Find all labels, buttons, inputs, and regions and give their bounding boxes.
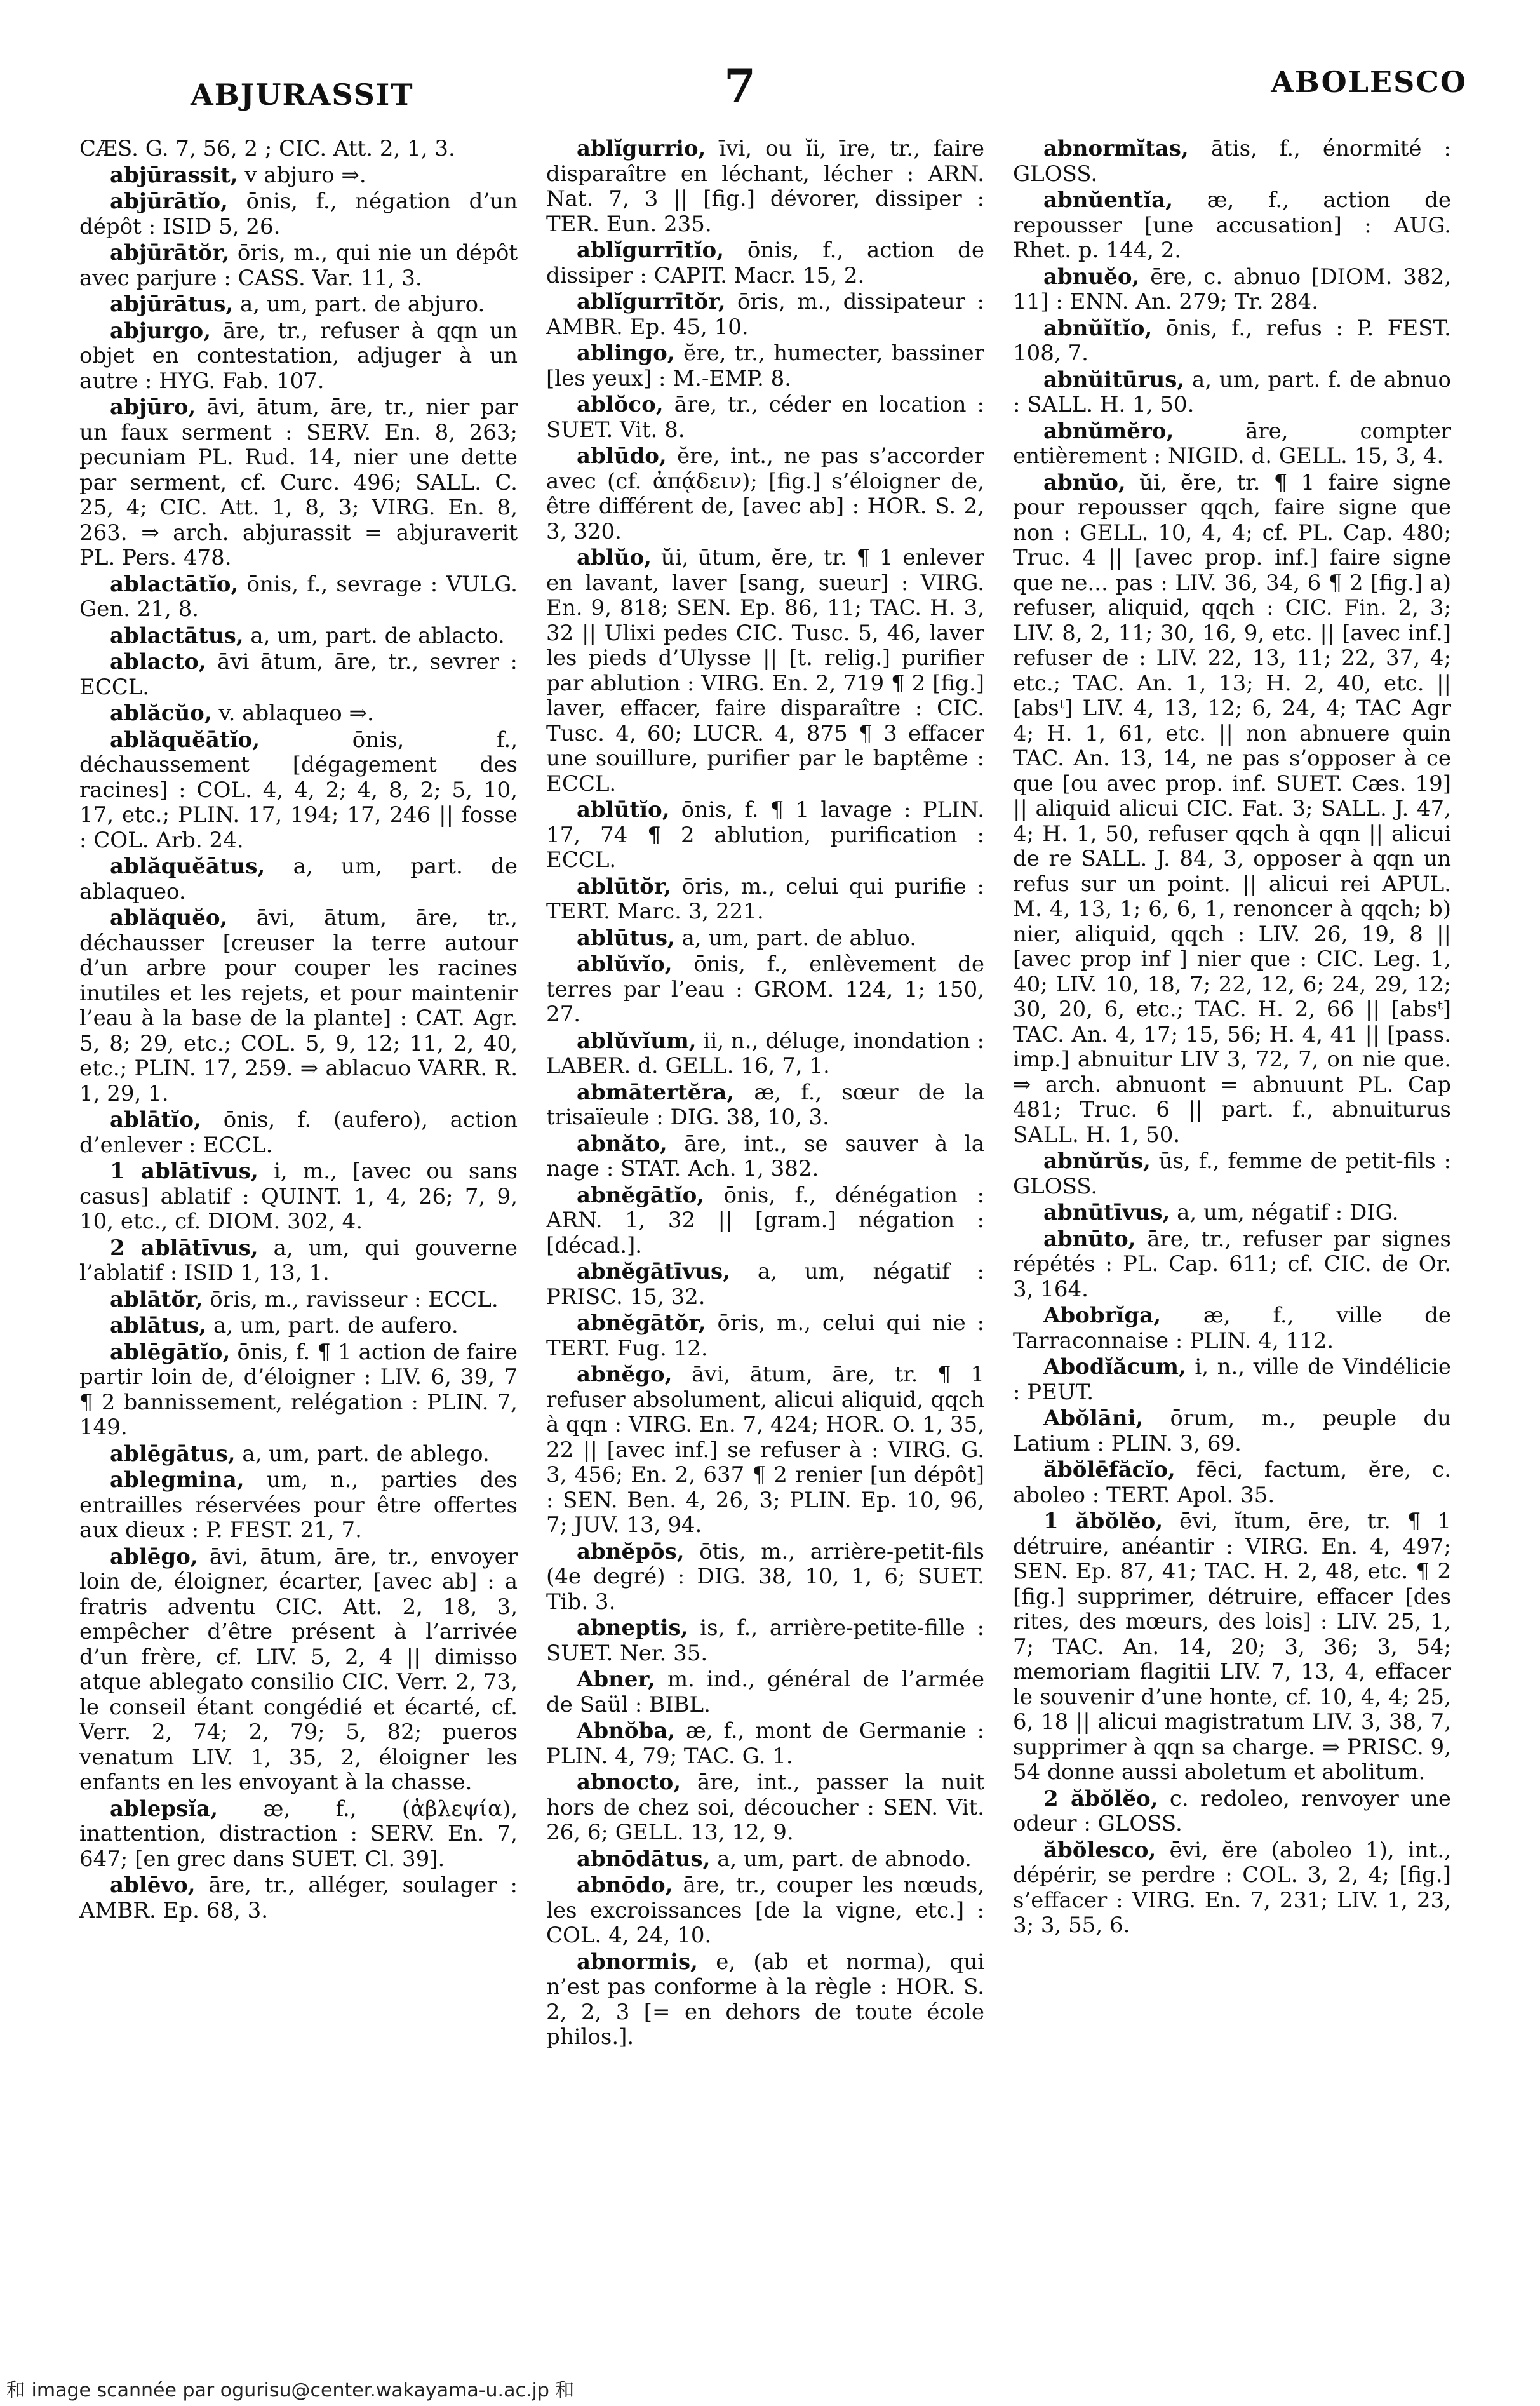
dictionary-entry (79, 1340, 518, 1441)
dictionary-entry (79, 572, 518, 622)
dictionary-entry (79, 728, 518, 854)
entry-text: āvi, ātum, āre, tr., envoyer loin de, éloigner, écarter, [avec ab] : a fratris adventu CIC. Att. 2, 18, 3, empêcher d’être présent à l’arrivée d’un frère, cf. LIV. 5, 2, 4 || dimisso atque ablegato consilio CIC. Verr. 2, 73, le conseil étant congédié et écarté, cf. Verr. 2, 74; 2, 79; 5, 82; pueros venatum LIV. 1, 35, 2, éloigner les enfants en les envoyant à la chasse. (79, 1543, 518, 1795)
entry-text: e, (ab et norma), qui n’est pas conforme à la règle : HOR. S. 2, 2, 3 [= en dehors de toute école philos.]. (546, 1949, 984, 2050)
headword: ablŭvĭum, (577, 1028, 697, 1054)
headword: abnōdo, (577, 1872, 673, 1898)
entry-text: āre, int., passer la nuit hors de chez soi, découcher : SEN. Vit. 26, 6; GELL. 13, 12, 9. (546, 1770, 984, 1845)
entry-text: ŭi, ūtum, ĕre, tr. ¶ 1 enlever en lavant, laver [sang, sueur] : VIRG. En. 9, 818; SEN. Ep. 86, 11; TAC. H. 3, 32 || Ulixi pedes CIC. Tusc. 5, 46, laver les pieds d’Ulysse || [t. relig.] purifier par ablution : VIRG. En. 2, 719 ¶ 2 [fig.] laver, effacer, faire disparaître : CIC. Tusc. 4, 60; LUCR. 4, 875 ¶ 3 effacer une souillure, purifier par le baptême : ECCL. (546, 545, 984, 796)
entry-text: a, um, part. de ablego. (242, 1441, 490, 1467)
dictionary-entry (79, 1797, 518, 1872)
dictionary-entry (79, 163, 518, 189)
headword: ablĭgurrio, (577, 137, 706, 161)
entry-text: āvi ātum, āre, tr., sevrer : ECCL. (79, 649, 518, 700)
headword: ablăquĕo, (110, 905, 228, 931)
entry-text: ēvi, ĭtum, ēre, tr. ¶ 1 détruire, anéantir : VIRG. En. 4, 497; SEN. Ep. 87, 41; TAC. H. 2, 48, etc. ¶ 2 [fig.] supprimer, détruire, effacer [des rites, des mœurs, des lois] : LIV. 25, 1, 7; TAC. An. 14, 20; 3, 36; 3, 54; memoriam flagitii LIV. 7, 13, 4, effacer le souvenir d’une honte, cf. 10, 4, 4; 25, 6, 18 || alicui magistratum LIV. 3, 38, 7, supprimer à qqn sa charge. ⇒ PRISC. 9, 54 donne aussi aboletum et abolitum. (1013, 1509, 1451, 1785)
entry-text: v. ablaqueo ⇒. (218, 701, 374, 726)
entry-text: æ, f., action de repousser [une accusation] : AUG. Rhet. p. 144, 2. (1013, 187, 1451, 263)
entry-text: CÆS. G. 7, 56, 2 ; CIC. Att. 2, 1, 3. (79, 137, 455, 161)
entry-text: ii, n., déluge, inondation : LABER. d. GELL. 16, 7, 1. (546, 1028, 984, 1079)
headword: Abnŏba, (577, 1718, 676, 1744)
headword: abnĕgātŏr, (577, 1310, 706, 1336)
headword: abnĕpōs, (577, 1538, 685, 1564)
entry-text: āre, compter entièrement : NIGID. d. GELL. 15, 3, 4. (1013, 418, 1451, 469)
entry-text: æ, f., sœur de la trisaïeule : DIG. 38, 10, 3. (546, 1079, 984, 1130)
entry-text: ōnis, f., négation d’un dépôt : ISID 5, 26. (79, 189, 518, 239)
headword: ablacto, (110, 649, 206, 675)
entry-text: ĕre, int., ne pas s’accorder avec (cf. ἀπᾴδειν); [fig.] s’éloigner de, être différent de, [avec ab] : HOR. S. 2, 3, 320. (546, 443, 984, 544)
headword: 2 ăbŏlĕo, (1043, 1785, 1158, 1811)
headword: ablūtŏr, (577, 873, 672, 899)
headword: abnŭmĕro, (1043, 418, 1174, 444)
headword: abnŭitūrus, (1043, 366, 1185, 393)
dictionary-entry (1013, 265, 1451, 315)
headword: abnūto, (1043, 1226, 1136, 1252)
dictionary-entry (1013, 1406, 1451, 1456)
dictionary-entry (79, 906, 518, 1106)
entry-text: ōris, m., dissipateur : AMBR. Ep. 45, 10. (546, 289, 984, 340)
entry-text: ōnis, f., sevrage : VULG. Gen. 21, 8. (79, 571, 518, 622)
entry-text: c. redoleo, renvoyer une odeur : GLOSS. (1013, 1785, 1451, 1836)
headword: Abŏlāni, (1043, 1406, 1144, 1431)
running-head-right: ABOLESCO (1271, 65, 1467, 99)
entry-text: ūs, f., femme de petit-fils : GLOSS. (1013, 1148, 1451, 1199)
page-number: 7 (724, 58, 756, 112)
headword: abjūrātĭo, (110, 189, 228, 214)
headword: ablūdo, (577, 443, 667, 469)
headword: abnŭo, (1043, 469, 1126, 495)
entry-text: um, n., parties des entrailles réservées pour être offertes aux dieux : P. FEST. 21, 7. (79, 1467, 518, 1543)
dictionary-entry (79, 1159, 518, 1235)
headword: ablactātĭo, (110, 571, 239, 597)
dictionary-entry (546, 1080, 984, 1131)
entry-text: ātis, f., énormité : GLOSS. (1013, 137, 1451, 187)
dictionary-entry (546, 952, 984, 1028)
dictionary-entry (1013, 1458, 1451, 1508)
entry-text: ōris, m., celui qui purifie : TERT. Marc. 3, 221. (546, 873, 984, 924)
dictionary-entry (546, 1183, 984, 1259)
dictionary-entry (79, 241, 518, 291)
column-1 (79, 137, 518, 2302)
dictionary-entry (546, 444, 984, 544)
headword: ablŭvĭo, (577, 951, 673, 977)
headword: abnĕgo, (577, 1362, 673, 1387)
dictionary-entry (546, 1260, 984, 1310)
entry-text: āvi, ātum, āre, tr., nier par un faux serment : SERV. En. 8, 263; pecuniam PL. Rud. 14, nier une dette par serment, cf. Curc. 496; SALL. C. 25, 4; CIC. Att. 1, 8, 3; VIRG. En. 8, 263. ⇒ arch. abjurassit = abjuraverit PL. Pers. 478. (79, 394, 518, 570)
entry-text: ōnis, f. (aufero), action d’enlever : ECCL. (79, 1107, 518, 1158)
dictionary-entry (546, 290, 984, 340)
entry-text: æ, f., ville de Tarraconnaise : PLIN. 4, 112. (1013, 1303, 1451, 1354)
dictionary-entry (546, 875, 984, 925)
headword: ablactātus, (110, 622, 244, 649)
entry-text: āvi, ātum, āre, tr. ¶ 1 refuser absolument, alicui aliquid, qqch à qqn : VIRG. En. 7, 424; HOR. O. 1, 35, 22 || [avec inf.] se refuser à : VIRG. G. 3, 456; En. 2, 637 ¶ 2 renier [un dépôt] : SEN. Ben. 4, 26, 3; PLIN. Ep. 10, 96, 7; JUV. 13, 94. (546, 1362, 984, 1538)
entry-text: ōris, m., celui qui nie : TERT. Fug. 12. (546, 1310, 984, 1361)
headword: ablēgo, (110, 1543, 198, 1569)
entry-text: ōnis, f., enlèvement de terres par l’eau : GROM. 124, 1; 150, 27. (546, 951, 984, 1027)
headword: abnocto, (577, 1770, 681, 1795)
headword: ablŏco, (577, 392, 664, 417)
dictionary-entry (1013, 316, 1451, 366)
entry-text: a, um, négatif : DIG. (1177, 1200, 1399, 1225)
dictionary-entry (1013, 1838, 1451, 1939)
headword: abmātertĕra, (577, 1079, 735, 1105)
dictionary-entry (1013, 137, 1451, 187)
column-2 (546, 137, 984, 2302)
dictionary-entry (79, 292, 518, 318)
entry-text: ōnis, f., dénégation : ARN. 1, 32 || [gram.] négation : [décad.]. (546, 1182, 984, 1258)
page-header (83, 58, 1467, 116)
headword: abnuĕo, (1043, 264, 1140, 290)
headword: abjūrassit, (110, 162, 238, 188)
dictionary-entry (1013, 188, 1451, 264)
dictionary-entry (79, 319, 518, 394)
dictionary-entry (546, 1616, 984, 1666)
entry-text: āre, int., se sauver à la nage : STAT. Ach. 1, 382. (546, 1131, 984, 1181)
dictionary-entry (79, 137, 518, 162)
headword: ablūtus, (577, 925, 675, 951)
dictionary-entry (546, 1847, 984, 1872)
headword: ablātĭo, (110, 1107, 201, 1132)
dictionary-entry (546, 1873, 984, 1949)
entry-text: a, um, part. de abnodo. (717, 1846, 972, 1872)
dictionary-entry (79, 1314, 518, 1339)
dictionary-entry (79, 854, 518, 904)
headword: ablātus, (110, 1313, 207, 1338)
dictionary-entry (546, 1132, 984, 1182)
entry-text: ōrum, m., peuple du Latium : PLIN. 3, 69. (1013, 1406, 1451, 1456)
dictionary-entry (546, 341, 984, 391)
dictionary-entry (79, 701, 518, 727)
entry-text: ōtis, m., arrière-petit-fils (4e degré) : DIG. 38, 10, 1, 6; SUET. Tib. 3. (546, 1538, 984, 1615)
headword: ablēgātĭo, (110, 1339, 231, 1365)
headword: 1 ăbŏlĕo, (1043, 1509, 1163, 1534)
headword: abnŭrŭs, (1043, 1148, 1151, 1174)
entry-text: ŭi, ĕre, tr. ¶ 1 faire signe pour repousser qqch, faire signe que non : GELL. 10, 4, 4; cf. PL. Cap. 480; Truc. 4 || [avec prop. inf.] faire signe que ne... pas : LIV. 36, 34, 6 ¶ 2 [fig.] a) refuser, aliquid, qqch : CIC. Fin. 2, 3; LIV. 8, 2, 11; 30, 16, 9, etc. || [avec inf.] refuser de : LIV. 22, 13, 11; 22, 37, 4; etc.; TAC. An. 1, 13; H. 2, 40, etc. || [absᵗ] LIV. 4, 13, 12; 6, 24, 4; TAC Agr 4; H. 1, 61, etc. || non abnuere quin TAC. An. 13, 14, ne pas s’opposer à ce que [ou avec prop. inf. SUET. Cæs. 19] || aliquid alicui CIC. Fat. 3; SALL. J. 47, 4; H. 1, 50, refuser qqch à qqn || alicui de re SALL. J. 84, 3, opposer à qqn un refus sur un point. || alicui rei APUL. M. 4, 13, 1; 6, 6, 1, renoncer à qqch; b) nier, aliquid, qqch : LIV. 26, 19, 8 || [avec prop inf ] nier que : CIC. Leg. 1, 40; LIV. 10, 18, 7; 22, 12, 6; 24, 29, 12; 30, 20, 6, etc.; TAC. H. 2, 66 || [absᵗ] TAC. An. 4, 17; 15, 56; H. 4, 41 || [pass. imp.] abnuitur LIV 3, 72, 7, on nie que. ⇒ arch. abnuont = abnuunt PL. Cap 481; Truc. 6 || part. f., abnuiturus SALL. H. 1, 50. (1013, 469, 1451, 1148)
entry-text: fēci, factum, ĕre, c. aboleo : TERT. Apol. 35. (1013, 1457, 1451, 1508)
headword: ablēvo, (110, 1872, 196, 1898)
headword: abnĕgātĭo, (577, 1182, 705, 1208)
entry-text: a, um, part. de ablaqueo. (79, 854, 518, 904)
headword: ablepsĭa, (110, 1796, 218, 1822)
entry-text: āre, tr., alléger, soulager : AMBR. Ep. 68, 3. (79, 1872, 518, 1923)
dictionary-entry (546, 926, 984, 951)
dictionary-entry (79, 1442, 518, 1467)
headword: Abodĭăcum, (1043, 1354, 1186, 1380)
entry-text: æ, f., (ἀβλεψία), inattention, distraction : SERV. En. 7, 647; [en grec dans SUET. Cl. 39]. (79, 1796, 518, 1872)
dictionary-entry (546, 546, 984, 796)
headword: ablăcŭo, (110, 701, 212, 726)
entry-text: ōris, m., qui nie un dépôt avec parjure : CASS. Var. 11, 3. (79, 240, 518, 291)
dictionary-entry (546, 1770, 984, 1846)
entry-text: āre, tr., céder en location : SUET. Vit. 8. (546, 392, 984, 443)
dictionary-columns (79, 137, 1451, 2302)
headword: ablūtĭo, (577, 797, 670, 823)
headword: abnōdātus, (577, 1846, 711, 1872)
dictionary-entry (79, 1545, 518, 1796)
running-head-left: ABJURASSIT (191, 77, 414, 112)
dictionary-entry (546, 1029, 984, 1079)
dictionary-entry (546, 1540, 984, 1615)
headword: abjūrātŏr, (110, 240, 230, 265)
dictionary-entry (546, 1719, 984, 1769)
dictionary-entry (79, 189, 518, 239)
entry-text: a, um, part. de aufero. (213, 1313, 459, 1338)
entry-text: a, um, part. de ablacto. (250, 622, 505, 649)
entry-text: āre, tr., refuser à qqn un objet en contestation, adjuger à un autre : HYG. Fab. 107. (79, 318, 518, 394)
entry-text: æ, f., mont de Germanie : PLIN. 4, 79; TAC. G. 1. (546, 1718, 984, 1769)
entry-text: a, um, part. de abluo. (681, 925, 917, 951)
headword: abjūrātus, (110, 292, 234, 317)
dictionary-entry (79, 650, 518, 700)
dictionary-entry (1013, 1227, 1451, 1303)
dictionary-entry (79, 1468, 518, 1543)
headword: Abobrĭga, (1043, 1303, 1162, 1328)
column-3 (1013, 137, 1451, 2302)
headword: ablegmina, (110, 1467, 244, 1493)
headword: ăbŏlēfăcĭo, (1043, 1457, 1175, 1482)
dictionary-entry (546, 1362, 984, 1538)
dictionary-entry (1013, 1355, 1451, 1405)
dictionary-entry (1013, 1200, 1451, 1226)
headword: abjūro, (110, 394, 196, 420)
headword: abneptis, (577, 1615, 688, 1641)
dictionary-entry (1013, 1149, 1451, 1199)
dictionary-entry (1013, 1303, 1451, 1354)
dictionary-entry (79, 624, 518, 649)
headword: ablŭo, (577, 545, 652, 570)
headword: abnĕgātīvus, (577, 1259, 731, 1284)
dictionary-entry (79, 1873, 518, 1923)
entry-text: m. ind., général de l’armée de Saül : BIBL. (546, 1667, 984, 1717)
headword: abnŭentĭa, (1043, 187, 1174, 213)
headword: ablăquĕātĭo, (110, 727, 260, 753)
entry-text: ōris, m., ravisseur : ECCL. (210, 1286, 499, 1312)
dictionary-entry (1013, 1509, 1451, 1785)
scan-credit: 和 image scannée par ogurisu@center.wakayama-u.ac.jp 和 (6, 2379, 575, 2402)
entry-text: īvi, ou ĭi, īre, tr., faire disparaître en léchant, lécher : ARN. Nat. 7, 3 || [fig.] dévorer, dissiper : TER. Eun. 235. (546, 137, 984, 237)
headword: 2 ablātīvus, (110, 1235, 258, 1261)
headword: abnormis, (577, 1949, 698, 1975)
dictionary-entry (1013, 1787, 1451, 1837)
headword: ăbŏlesco, (1043, 1837, 1156, 1863)
entry-text: i, n., ville de Vindélicie : PEUT. (1013, 1354, 1451, 1405)
entry-text: a, um, part. f. de abnuo : SALL. H. 1, 50. (1013, 366, 1451, 417)
entry-text: ēvi, ĕre (aboleo 1), int., dépérir, se perdre : COL. 3, 2, 4; [fig.] s’effacer : VIRG. En. 7, 231; LIV. 1, 23, 3; 3, 55, 6. (1013, 1837, 1451, 1938)
headword: ablēgātus, (110, 1441, 236, 1467)
headword: 1 ablātīvus, (110, 1159, 258, 1184)
headword: abnūtīvus, (1043, 1200, 1170, 1225)
headword: abnăto, (577, 1131, 667, 1157)
entry-text: ōnis, f. ¶ 1 lavage : PLIN. 17, 74 ¶ 2 ablution, purification : ECCL. (546, 797, 984, 873)
entry-text: a, um, part. de abjuro. (239, 292, 485, 317)
headword: ablăquĕātus, (110, 854, 265, 879)
entry-text: ēre, c. abnuo [DIOM. 382, 11] : ENN. An. 279; Tr. 284. (1013, 264, 1451, 314)
headword: abjurgo, (110, 318, 211, 344)
headword: ablātŏr, (110, 1286, 203, 1312)
dictionary-entry (546, 137, 984, 237)
entry-text: ĕre, tr., humecter, bassiner [les yeux] : M.-EMP. 8. (546, 340, 984, 391)
dictionary-entry (546, 798, 984, 873)
entry-text: ōnis, f., refus : P. FEST. 108, 7. (1013, 315, 1451, 366)
entry-text: ōnis, f., action de dissiper : CAPIT. Macr. 15, 2. (546, 238, 984, 288)
headword: ablĭgurrītŏr, (577, 289, 726, 314)
headword: ablingo, (577, 340, 675, 366)
headword: abnŭĭtĭo, (1043, 315, 1153, 341)
entry-text: āre, tr., couper les nœuds, les excroissances [de la vigne, etc.] : COL. 4, 24, 10. (546, 1872, 984, 1948)
dictionary-entry (1013, 471, 1451, 1148)
entry-text: i, m., [avec ou sans casus] ablatif : QUINT. 1, 4, 26; 7, 9, 10, etc., cf. DIOM. 302, 4. (79, 1159, 518, 1234)
dictionary-entry (79, 395, 518, 571)
headword: Abner, (577, 1667, 655, 1692)
dictionary-entry (546, 1950, 984, 2050)
entry-text: a, um, négatif : PRISC. 15, 32. (546, 1259, 984, 1310)
dictionary-entry (546, 1311, 984, 1361)
dictionary-entry (546, 1667, 984, 1717)
dictionary-entry (79, 1236, 518, 1286)
entry-text: v abjuro ⇒. (244, 162, 366, 188)
headword: ablĭgurrītĭo, (577, 238, 725, 263)
entry-text: āvi, ātum, āre, tr., déchausser [creuser la terre autour d’un arbre pour couper les racines inutiles et les rejets, et pour maintenir l’eau à la base de la plante] : CAT. Agr. 5, 8; 29, etc.; COL. 5, 9, 12; 11, 2, 40, etc.; PLIN. 17, 259. ⇒ ablacuo VARR. R. 1, 29, 1. (79, 905, 518, 1106)
entry-text: a, um, qui gouverne l’ablatif : ISID 1, 13, 1. (79, 1235, 518, 1286)
entry-text: ōnis, f., déchaussement [dégagement des racines] : COL. 4, 4, 2; 4, 8, 2; 5, 10, 17, etc.; PLIN. 17, 194; 17, 246 || fosse : COL. Arb. 24. (79, 727, 518, 853)
entry-text: ōnis, f. ¶ 1 action de faire partir loin de, d’éloigner : LIV. 6, 39, 7 ¶ 2 bannissement, relégation : PLIN. 7, 149. (79, 1339, 518, 1440)
entry-text: āre, tr., refuser par signes répétés : PL. Cap. 611; cf. CIC. de Or. 3, 164. (1013, 1226, 1451, 1302)
dictionary-entry (546, 393, 984, 443)
headword: abnormĭtas, (1043, 137, 1189, 161)
dictionary-entry (79, 1287, 518, 1313)
dictionary-entry (1013, 419, 1451, 469)
dictionary-entry (79, 1108, 518, 1158)
dictionary-entry (1013, 368, 1451, 418)
entry-text: is, f., arrière-petite-fille : SUET. Ner. 35. (546, 1615, 984, 1666)
dictionary-entry (546, 238, 984, 288)
